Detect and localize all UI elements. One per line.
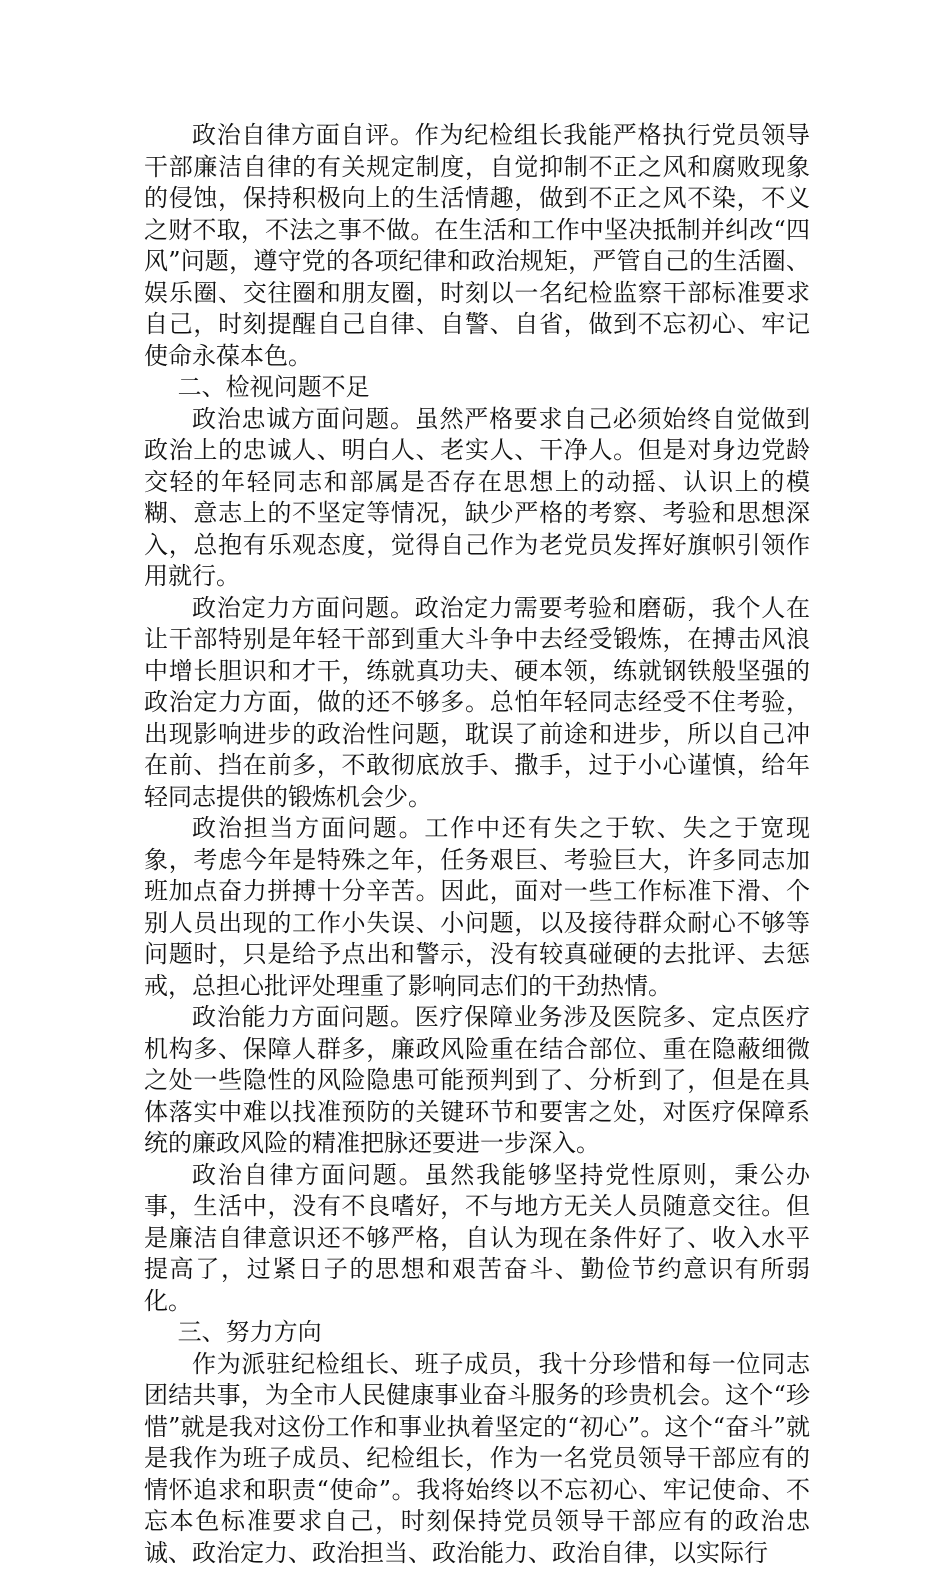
section-heading-problems: 二、检视问题不足: [144, 372, 810, 404]
paragraph-self-review-discipline: 政治自律方面自评。作为纪检组长我能严格执行党员领导干部廉洁自律的有关规定制度，自觉抑制不正之风和腐败现象的侵蚀，保持积极向上的生活情趣，做到不正之风不染，不义之财不取，不法之事不做。在生活和工作中坚决抵制并纠改“四风”问题，遵守党的各项纪律和政治规矩，严管自己的生活圈、娱乐圈、交往圈和朋友圈，时刻以一名纪检监察干部标准要求自己，时刻提醒自己自律、自警、自省，做到不忘初心、牢记使命永葆本色。: [144, 120, 810, 372]
section-heading-direction: 三、努力方向: [144, 1317, 810, 1349]
paragraph-discipline-issues: 政治自律方面问题。虽然我能够坚持党性原则，秉公办事，生活中，没有不良嗜好，不与地方无关人员随意交往。但是廉洁自律意识还不够严格，自认为现在条件好了、收入水平提高了，过紧日子的思想和艰苦奋斗、勤俭节约意识有所弱化。: [144, 1160, 810, 1318]
paragraph-determination-issues: 政治定力方面问题。政治定力需要考验和磨砺，我个人在让干部特别是年轻干部到重大斗争中去经受锻炼，在搏击风浪中增长胆识和才干，练就真功夫、硬本领，练就钢铁般坚强的政治定力方面，做的还不够多。总怕年轻同志经受不住考验，出现影响进步的政治性问题，耽误了前途和进步，所以自己冲在前、挡在前多，不敢彻底放手、撒手，过于小心谨慎，给年轻同志提供的锻炼机会少。: [144, 593, 810, 814]
document-page: [144, 120, 810, 1569]
paragraph-direction: 作为派驻纪检组长、班子成员，我十分珍惜和每一位同志团结共事，为全市人民健康事业奋斗服务的珍贵机会。这个“珍惜”就是我对这份工作和事业执着坚定的“初心”。这个“奋斗”就是我作为班子成员、纪检组长，作为一名党员领导干部应有的情怀追求和职责“使命”。我将始终以不忘初心、牢记使命、不忘本色标准要求自己，时刻保持党员领导干部应有的政治忠诚、政治定力、政治担当、政治能力、政治自律，以实际行: [144, 1349, 810, 1569]
paragraph-responsibility-issues: 政治担当方面问题。工作中还有失之于软、失之于宽现象，考虑今年是特殊之年，任务艰巨、考验巨大，许多同志加班加点奋力拼搏十分辛苦。因此，面对一些工作标准下滑、个别人员出现的工作小失误、小问题，以及接待群众耐心不够等问题时，只是给予点出和警示，没有较真碰硬的去批评、去惩戒，总担心批评处理重了影响同志们的干劲热情。: [144, 813, 810, 1002]
paragraph-capability-issues: 政治能力方面问题。医疗保障业务涉及医院多、定点医疗机构多、保障人群多，廉政风险重在结合部位、重在隐蔽细微之处一些隐性的风险隐患可能预判到了、分析到了，但是在具体落实中难以找准预防的关键环节和要害之处，对医疗保障系统的廉政风险的精准把脉还要进一步深入。: [144, 1002, 810, 1160]
paragraph-loyalty-issues: 政治忠诚方面问题。虽然严格要求自己必须始终自觉做到政治上的忠诚人、明白人、老实人、干净人。但是对身边党龄交轻的年轻同志和部属是否存在思想上的动摇、认识上的模糊、意志上的不坚定等情况，缺少严格的考察、考验和思想深入，总抱有乐观态度，觉得自己作为老党员发挥好旗帜引领作用就行。: [144, 404, 810, 593]
